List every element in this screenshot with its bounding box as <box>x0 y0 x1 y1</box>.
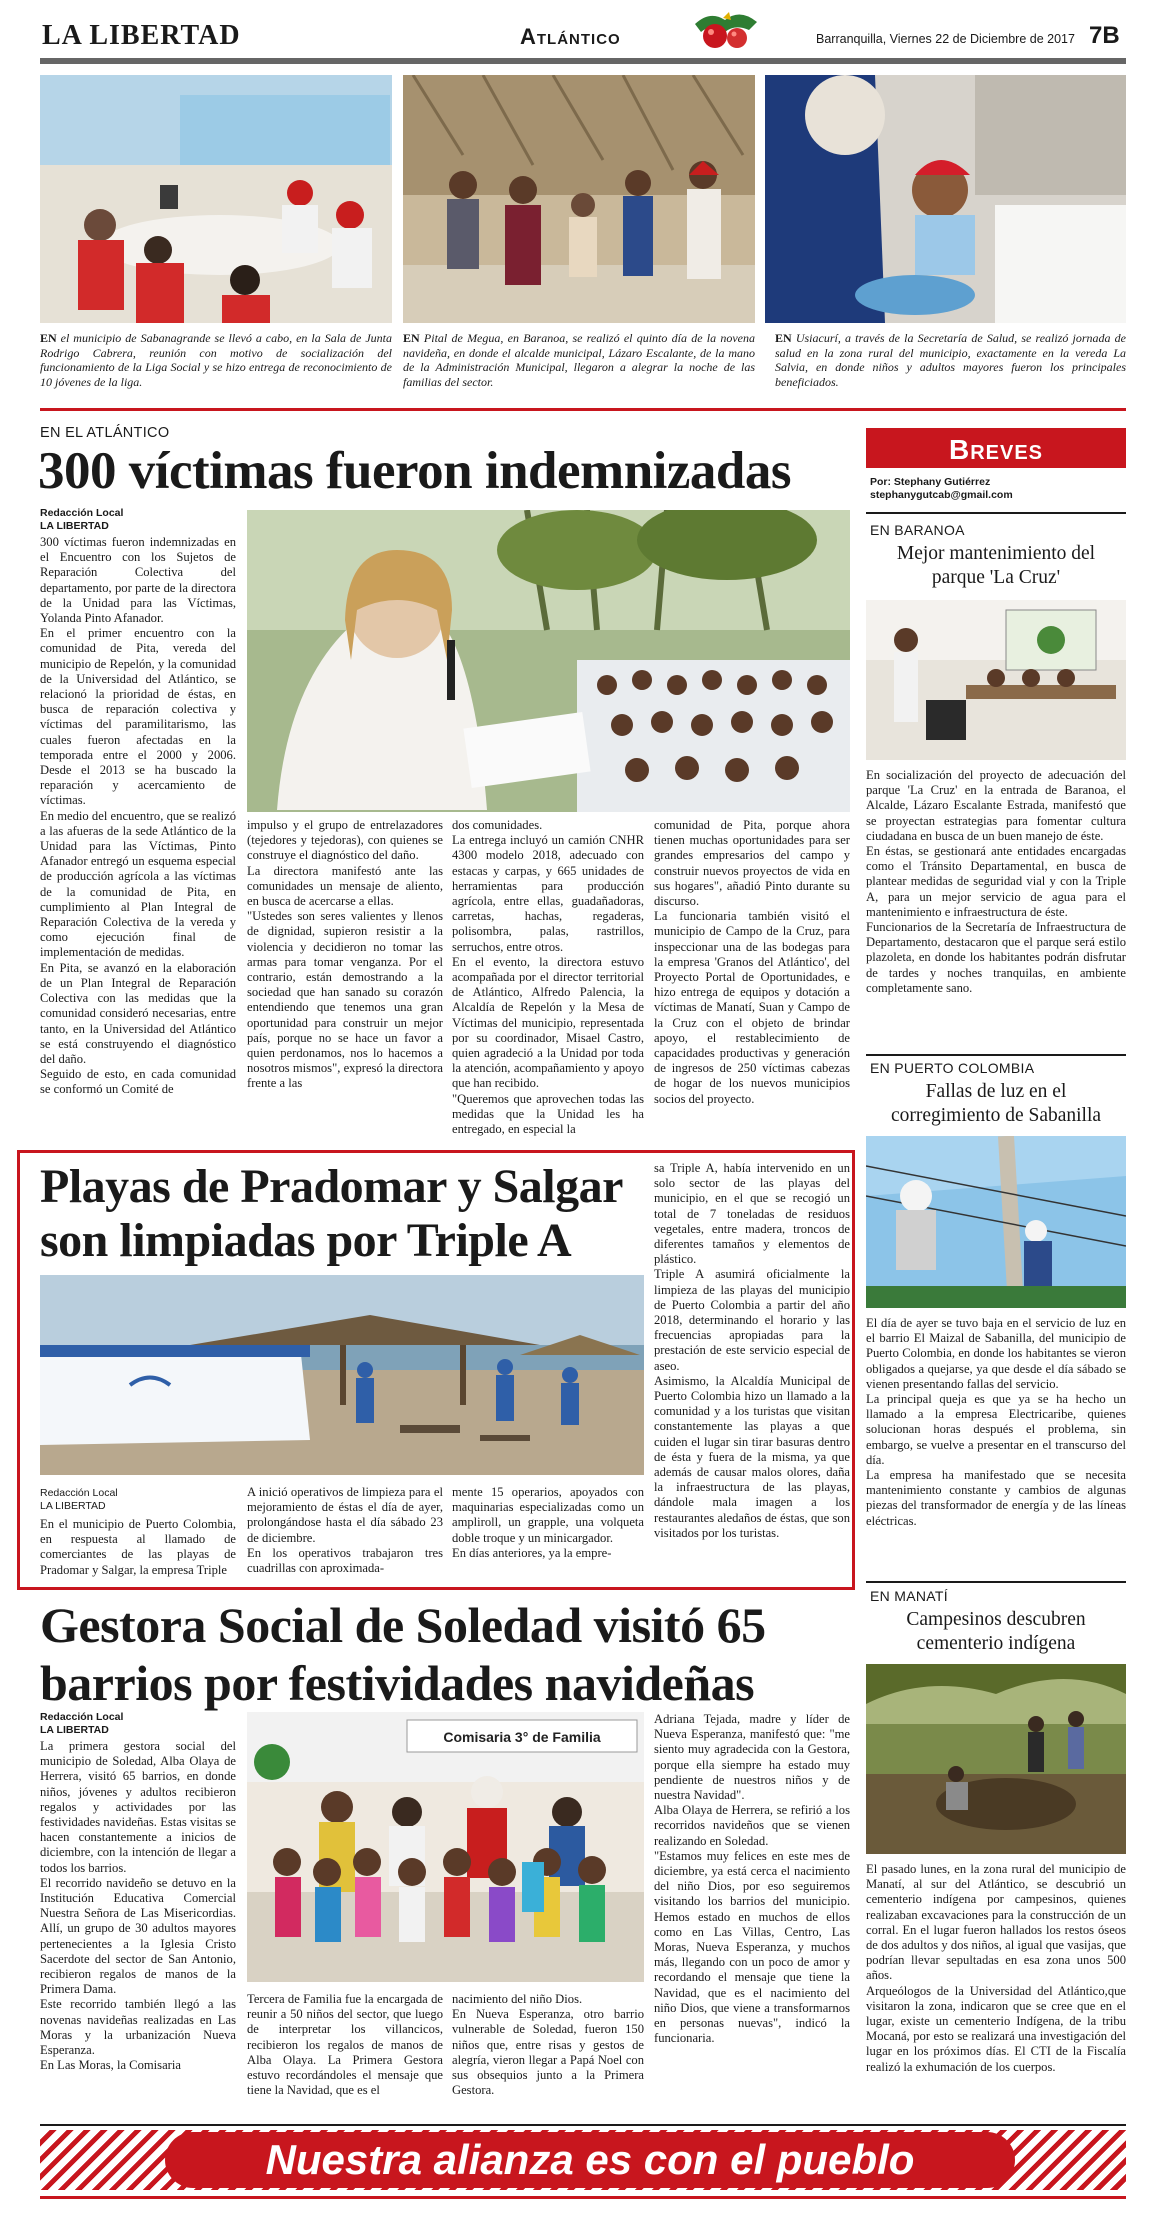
article-column: impulso y el grupo de entrelazadores (tejedores y tejedoras), con quienes se construye el diagnóstico del daño. La directora manifestó ante las comunidades un mensaje de aliento, en busca de acercarse a ellas. "Ustedes son seres valientes y llenos de dignidad, supieron resistir a la violencia y decidieron no tomar las armas para tomar venganza. Por el contrario, están demostrando a la sociedad que han sanado su corazón entendiendo que tenemos una gran oportunidad para construir un mejor país, porque no se hace un favor a quien perdonamos, nos lo hacemos a nosotros mismos", expresó la directora frente a las <box>247 818 443 1091</box>
photo-usiacuri-health <box>765 75 1126 323</box>
byline <box>40 1487 240 1512</box>
headline-line: Playas de Pradomar y Salgar <box>40 1160 623 1213</box>
headline-line: son limpiadas por Triple A <box>40 1214 572 1267</box>
headline-line: Gestora Social de Soledad visitó 65 <box>40 1597 766 1653</box>
photo-baranoa-park <box>866 600 1126 760</box>
photo-caption <box>775 331 1126 405</box>
article-column: nacimiento del niño Dios. En Nueva Esperanza, otro barrio vulnerable de Soledad, fueron 150 niños que, entre risas y gestos de alegría, vieron llegar a Papá Noel con sus obsequios junto a la Primera Gestora. <box>452 1992 644 2098</box>
breves-sidebar <box>866 428 1126 2128</box>
photo-gestora-children <box>247 1712 644 1982</box>
byline-paper: LA LIBERTAD <box>40 1723 109 1736</box>
item-divider <box>866 1054 1126 1056</box>
breve-body: El pasado lunes, en la zona rural del municipio de Manatí, al sur del Atlántico, se descubrió un cementerio indígena por campesinos, quienes realizaban excavaciones para la construcción de un corral. En el lugar fueron hallados los restos óseos de dos adultos y dos niños, al igual que vasijas, que podrían llevar sepultadas en esa zona unos 500 años. Arqueólogos de la Universidad del Atlántico,que visitaron la zona, indicaron que se cree que en el lugar, existe un cementerio Indígena, de la tribu Mocaná, por esto se realizará una investigación del lugar en los próximos días. El CTI de la Fiscalía realizó la exhumación de los cuerpos. <box>866 1862 1126 2074</box>
section-name: Atlántico <box>520 24 621 49</box>
article-column: sa Triple A, había intervenido en un solo sector de las playas del municipio, en el que se recogió un total de 7 toneladas de residuos vegetales, entre madera, troncos de diferentes tamaños y elementos de plástico. Triple A asumirá oficialmente la limpieza de las playas del municipio de Puerto Colombia a partir del año 2018, determinando el horario y las frecuencias apropiadas para la prestación de este servicio especial de aseo. Asimismo, la Alcaldía Municipal de Puerto Colombia hizo un llamado a la comunidad y a los turistas que visitan constantemente las playas a que cuiden el lugar sin tirar basuras dentro de ésta y fuera de la misma, ya que además de causar malos olores, daña la infraestructura de las playas, dándole mala imagen a los restaurantes aledaños de éstas, que son visitados por los turistas. <box>654 1161 850 1540</box>
article-column: 300 víctimas fueron indemnizadas en el Encuentro con los Sujetos de Reparación Colectiva del departamento, por parte de la directora de la Unidad para las Víctimas, Yolanda Pinto Afanador. En el primer encuentro con la comunidad de Pita, vereda del municipio de Repelón, y la comunidad de la Universidad del Atlántico, se relacionó la prioridad de éstas, en busca de reparación colectiva y víctimas del paramilitarismo, las cuales fueron afectadas en la temporada entre el 2000 y 2006. Desde el 2013 se ha buscado la reparación y acercamiento de víctimas. En medio del encuentro, que se realizó a las afueras de la sede Atlántico de la Unidad para las Víctimas, Pinto Afanador entregó un esquema especial de producción agrícola a las víctimas de la comunidad de Pita, en cumplimiento al Plan Integral de Reparación Colectiva de la vereda y como ejecución final de implementación de medidas. En Pita, se avanzó en la elaboración de un Plan Integral de Reparación Colectiva con las medidas que la comunidad consideró necesarias, entre tanto, en la Universidad del Atlántico se está construyendo el diagnóstico del daño. Seguido de esto, en cada comunidad se conformó un Comité de <box>40 535 236 1097</box>
footer-banner <box>40 2130 1126 2190</box>
kicker: EN EL ATLÁNTICO <box>40 425 170 441</box>
breve-headline: Fallas de luz en el corregimiento de Sabanilla <box>890 1081 1102 1126</box>
dateline: Barranquilla, Viernes 22 de Diciembre de 2017 <box>816 32 1075 46</box>
headline <box>40 1596 766 1712</box>
byline-role: Redacción Local <box>40 507 124 519</box>
photo-manati-cemetery <box>866 1664 1126 1854</box>
photo-playas-cleanup <box>40 1275 644 1475</box>
breve-headline: Campesinos descubren cementerio indígena <box>906 1609 1086 1654</box>
photo-pital-novena <box>403 75 755 323</box>
masthead: LA LIBERTAD <box>42 20 241 51</box>
page-header <box>40 16 1126 62</box>
breves-byline <box>870 476 1126 501</box>
photo-caption <box>403 331 755 405</box>
caption-text: el municipio de Sabanagrande se llevó a cabo, en la Sala de Junta Rodrigo Cabrera, reunión con motivo de socialización del funcionamiento de la Liga Social y se hizo entrega de reconocimiento de 10 jóvenes de la liga. <box>40 331 392 389</box>
section-divider <box>40 408 1126 411</box>
footer-banner-pill <box>165 2132 1015 2188</box>
article-column: mente 15 operarios, apoyados con maquinarias especializadas como un ampliroll, un grapple, una volqueta doble troque y un minicargador. En días anteriores, ya la empre- <box>452 1485 644 1560</box>
article-column: En el municipio de Puerto Colombia, en respuesta al llamado de comerciantes de las playas de Pradomar y Salgar, la empresa Triple <box>40 1517 236 1577</box>
headline: 300 víctimas fueron indemnizadas <box>38 442 792 500</box>
photo-caption <box>40 331 392 405</box>
byline <box>40 1711 240 1736</box>
photo-sign-text: Comisaria 3° de Familia <box>443 1729 601 1745</box>
breve-kicker: EN BARANOA <box>870 522 965 538</box>
article-column: La primera gestora social del municipio de Soledad, Alba Olaya de Herrera, visitó 65 barrios, en donde niños, jóvenes y adultos recibieron regalos y actividades por las festividades navideñas. Estas visitas se hacen constantemente a inicios de diciembre, con la intención de llegar a todos los barrios. El recorrido navideño se detuvo en la Institución Educativa Comercial Nuestra Señora de Las Misericordias. Allí, un grupo de 30 adultos mayores pertenecientes a la Iglesia Cristo Sacerdote del sector de San Antonio, recibieron regalos de manos de la Primera Dama. Este recorrido también llegó a las novenas navideñas realizadas en Las Moras y la urbanización Nueva Esperanza. En Las Moras, la Comisaria <box>40 1739 236 2073</box>
caption-lead: EN <box>775 331 792 345</box>
footer-rule <box>40 2124 1126 2126</box>
headline <box>40 1160 623 1268</box>
article-column: Tercera de Familia fue la encargada de reunir a 50 niños del sector, que luego de interpretar los villancicos, recibieron los regalos de manos de Alba Olaya. La Primera Gestora estuvo recordándoles el mensaje que tiene la Navidad, que es el <box>247 1992 443 2098</box>
footer-slogan: Nuestra alianza es con el pueblo <box>265 2136 915 2183</box>
header-rule <box>40 58 1126 64</box>
footer-bottom-rule <box>40 2196 1126 2199</box>
breve-kicker: EN MANATÍ <box>870 1588 948 1604</box>
byline-role: Redacción Local <box>40 1711 124 1723</box>
photo-sabanilla-power <box>866 1136 1126 1308</box>
breve-body: El día de ayer se tuvo baja en el servicio de luz en el barrio El Maizal de Sabanilla, del municipio de Puerto Colombia, en donde los habitantes se vieron obligados a quejarse, ya que desde el día sábado se vienen presentando fallas del servicio. La principal queja es que ya se ha hecho un llamado a la empresa Electricaribe, quienes solucionan horas después el problema, sin embargo, se vuelve a presentar en el transcurso del día. La empresa ha manifestado que se necesita mantenimiento constante y cambios de algunas piezas del transformador de energía y de las líneas eléctricas. <box>866 1316 1126 1528</box>
byline <box>40 507 240 532</box>
christmas-ornament-icon <box>685 4 767 58</box>
page-number: 7B <box>1089 22 1120 49</box>
byline-role: Redacción Local <box>40 1487 118 1499</box>
breves-title: Breves <box>866 432 1126 468</box>
caption-lead: EN <box>403 331 420 345</box>
caption-text: Usiacurí, a través de la Secretaría de Salud, se realizó jornada de salud en la zona rural del municipio, exactamente en la vereda La Salvia, en donde niños y adultos mayores fueron los principales beneficiados. <box>775 331 1126 389</box>
breve-headline: Mejor mantenimiento del parque 'La Cruz' <box>896 543 1096 588</box>
article-column: A inició operativos de limpieza para el mejoramiento de éstas el día de ayer, prolongándose hasta el día sábado 23 de diciembre. En los operativos trabajaron tres cuadrillas con aproximada- <box>247 1485 443 1576</box>
caption-text: Pital de Megua, en Baranoa, se realizó el quinto día de la novena navideña, en donde el alcalde municipal, Lázaro Escalante, de la mano de la Administración Municipal, llegaron a alegrar la noche de las familias del sector. <box>403 331 755 389</box>
photo-sabanagrande-meeting <box>40 75 392 323</box>
item-divider <box>866 1581 1126 1583</box>
breve-kicker: EN PUERTO COLOMBIA <box>870 1060 1035 1076</box>
article-column: dos comunidades. La entrega incluyó un camión CNHR 4300 modelo 2018, adecuado con estacas y carpas, y 665 unidades de herramientas para producción agrícola, entre ellas, guadañadoras, carretas, hachas, regaderas, polisombra, palas, rastrillos, serruchos, entre otros. En el evento, la directora estuvo acompañada por el director territorial de Atlántico, Alfredo Palencia, la Alcaldía de Repelón y la Mesa de Víctimas del municipio, representada por su coordinador, Misael Castro, quien agradeció a la Unidad por toda la atención, acompañamiento y apoyo que han recibido. "Queremos que aprovechen todas las medidas que la Unidad les ha entregado, en especial la <box>452 818 644 1137</box>
item-divider <box>866 512 1126 514</box>
caption-lead: EN <box>40 331 57 345</box>
breves-author: Por: Stephany Gutiérrez <box>870 476 991 488</box>
article-column: Adriana Tejada, madre y líder de Nueva Esperanza, manifestó que: "me siento muy agradecida con la Gestora, porque ella siempre ha estado muy pendiente de nuestros niños y de nuestra Navidad". Alba Olaya de Herrera, se refirió a los recorridos navideños que se vienen realizando en Soledad. "Estamos muy felices en este mes de diciembre, ya está cerca el nacimiento del niño Dios, por eso seguiremos visitando los barrios del municipio. Hemos estado en muchos de ellos como en Las Villas, Centro, Las Moras, Nueva Esperanza, y muchos más, llegando con un poco de amor y recordando el mensaje que tiene la Navidad, que es el nacimiento del niño Dios, que viene a transformarnos en personas nuevas", indicó la funcionaria. <box>654 1712 850 2046</box>
breves-email: stephanygutcab@gmail.com <box>870 488 1013 501</box>
headline-line: barrios por festividades navideñas <box>40 1655 755 1711</box>
byline-paper: LA LIBERTAD <box>40 519 109 532</box>
byline-paper: LA LIBERTAD <box>40 1499 106 1512</box>
breve-body: En socialización del proyecto de adecuación del parque 'La Cruz' en la entrada de Baranoa, el Alcalde, Lázaro Escalante Estrada, manifestó que se proyectan estrategias para fomentar cultura ciudadana en busca de un buen manejo de éste. En éstas, se gestionará ante entidades encargadas como el Tránsito Departamental, en busca de plantear medidas de seguridad vial y con la Triple A, para un mejor servicio de agua para el mantenimiento e infraestructura de éste. Funcionarios de la Secretaría de Infraestructura de Departamento, destacaron que el parque será estilo plazoleta, en donde los habitantes podrán disfrutar de tardes y noches tranquilas, en ambiente completamente sano. <box>866 768 1126 995</box>
article-column: comunidad de Pita, porque ahora tienen muchas oportunidades para ser grandes empresarios del campo y construir nuevos proyectos de vida en sus hogares", añadió Pinto durante su discurso. La funcionaria también visitó el municipio de Campo de la Cruz, para inspeccionar una de las bodegas para la empresa 'Granos del Atlántico', del Proyecto Portal de Oportunidades, e hizo entrega de equipos y dotación a víctimas de Manatí, Suan y Campo de la Cruz con el objeto de brindar apoyo, el restablecimiento de capacidades productivas y generación de ingresos de 250 víctimas cabezas de hogar de los nuevos municipios socios del proyecto. <box>654 818 850 1106</box>
photo-victimas-event <box>247 510 850 812</box>
